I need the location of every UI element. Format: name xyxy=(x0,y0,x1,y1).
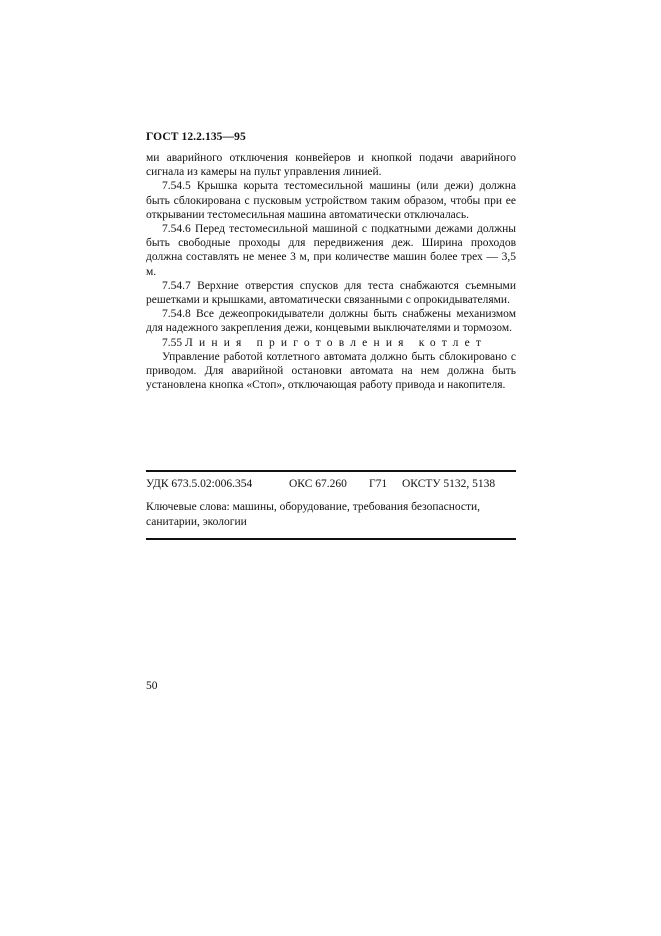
bottom-divider xyxy=(146,538,516,540)
keywords: Ключевые слова: машины, оборудование, требования безопасности, санитарии, экологии xyxy=(146,501,481,528)
paragraph-continuation: ми аварийного отключения конвейеров и кнопкой подачи аварийного сигнала из камеры на пульт управления линией. xyxy=(146,152,516,179)
section-7-55-heading xyxy=(146,336,516,350)
group-code: Г71 xyxy=(369,478,388,490)
okstu-code: ОКСТУ 5132, 5138 xyxy=(402,478,496,490)
paragraph-7-54-5: 7.54.5 Крышка корыта тестомесильной машины (или дежи) должна быть сблокирована с пусковым устройством таким образом, чтобы при ее открывании тестомесильная машина автоматически отключалась. xyxy=(146,180,516,221)
top-divider xyxy=(146,470,516,472)
section-number: 7.55 xyxy=(162,336,183,349)
standard-header: ГОСТ 12.2.135—95 xyxy=(146,131,246,143)
body-text xyxy=(146,151,516,392)
paragraph-7-54-6: 7.54.6 Перед тестомесильной машиной с подкатными дежами должны быть свободные проходы для передвижения деж. Ширина проходов должна составлять не менее 3 м, при количестве машин более трех — 3,5 м. xyxy=(146,223,516,278)
paragraph-7-55-text: Управление работой котлетного автомата должно быть сблокировано с приводом. Для аварийной остановки автомата на нем должна быть установлена кнопка «Стоп», отключающая работу привода и накопителя. xyxy=(146,350,516,392)
page-number: 50 xyxy=(146,680,158,692)
oks-code: ОКС 67.260 xyxy=(289,478,347,490)
paragraph-7-54-8: 7.54.8 Все дежеопрокидыватели должны быть снабжены механизмом для надежного закрепления дежи, концевыми выключателями и тормозом. xyxy=(146,308,516,335)
section-title: Линия приготовления котлет xyxy=(185,336,488,349)
udk-code: УДК 673.5.02:006.354 xyxy=(146,478,253,490)
paragraph-7-54-7: 7.54.7 Верхние отверстия спусков для теста снабжаются съемными решетками и крышками, автоматически связанными с опрокидывателями. xyxy=(146,279,516,307)
